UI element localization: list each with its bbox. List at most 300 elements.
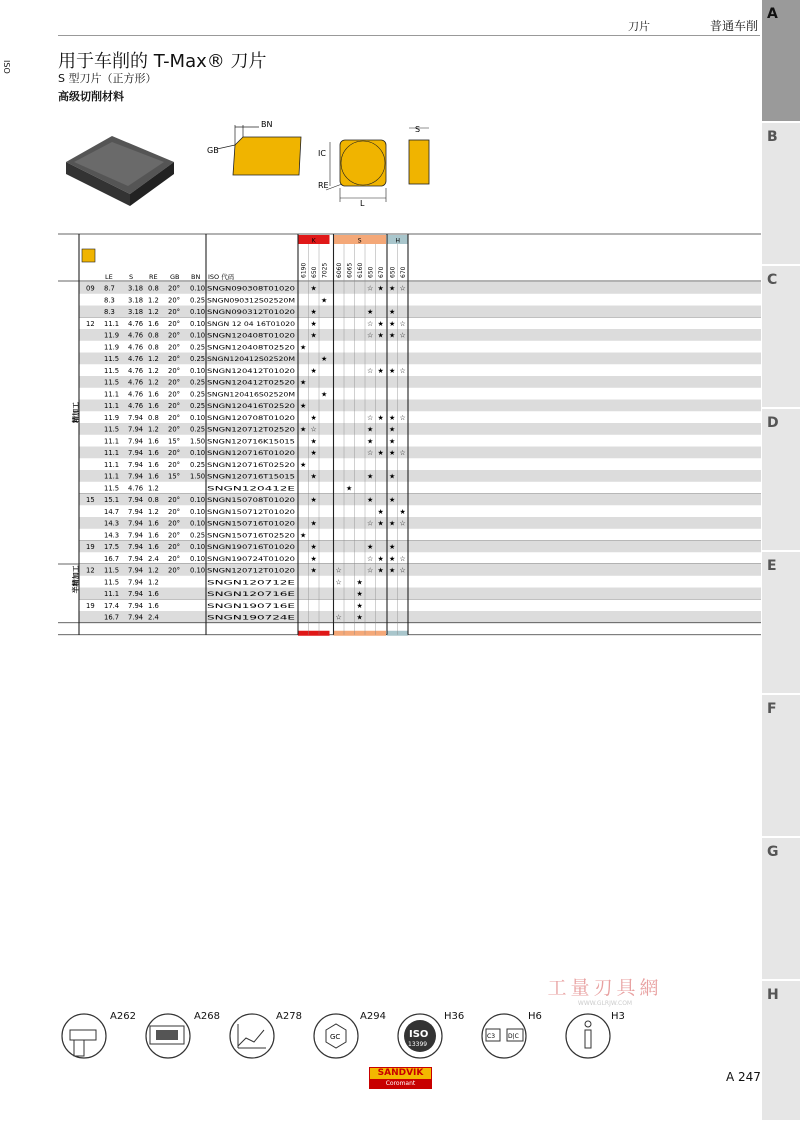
bn-cell: 0.25 bbox=[190, 425, 206, 434]
grade-label-7: 670 bbox=[377, 266, 385, 278]
iso-code-cell: SNGN150712T01020 bbox=[207, 507, 296, 516]
bn-cell: 0.10 bbox=[190, 366, 206, 375]
svg-text:ISO: ISO bbox=[409, 1029, 429, 1040]
table-row bbox=[79, 447, 761, 459]
recommended-star: ★ bbox=[367, 472, 374, 481]
s-label: S bbox=[415, 125, 421, 134]
insert-photo bbox=[62, 122, 180, 212]
grade-label-0: 6190 bbox=[300, 262, 308, 278]
iso-code-cell: SNGN120716T15015 bbox=[207, 472, 296, 481]
page-title: 用于车削的 T-Max® 刀片 bbox=[58, 51, 267, 72]
recommended-star: ★ bbox=[310, 366, 317, 375]
alternative-star: ☆ bbox=[399, 366, 406, 375]
re-cell: 1.6 bbox=[148, 601, 159, 610]
le-cell: 11.1 bbox=[104, 319, 120, 328]
group-label-h: H bbox=[395, 237, 401, 245]
recommended-star: ★ bbox=[389, 437, 396, 446]
square-insert-diagram bbox=[312, 128, 397, 208]
iso-code-cell: SNGN190724E bbox=[207, 613, 296, 622]
iso-icon[interactable] bbox=[396, 1012, 444, 1062]
alternative-star: ☆ bbox=[399, 284, 406, 293]
header-section: 刀片 bbox=[628, 20, 650, 33]
s-cell: 3.18 bbox=[128, 296, 144, 305]
col-header-2: RE bbox=[149, 273, 158, 281]
recommended-star: ★ bbox=[389, 543, 396, 551]
s-cell: 7.94 bbox=[128, 601, 144, 610]
recommended-star: ★ bbox=[389, 519, 396, 528]
grade-label-3: 6060 bbox=[335, 262, 343, 278]
iso-code-cell: SNGN120716T01020 bbox=[207, 449, 296, 457]
recommended-star: ★ bbox=[389, 366, 396, 375]
iso-code-cell: SNGN120412S02520M bbox=[207, 355, 296, 363]
gb-cell: 20° bbox=[168, 378, 181, 387]
re-cell: 0.8 bbox=[148, 331, 159, 340]
tab-e[interactable]: E bbox=[762, 552, 800, 695]
gb-cell: 20° bbox=[168, 554, 181, 563]
ref-a278[interactable]: A278 bbox=[276, 1011, 302, 1022]
le-cell: 11.1 bbox=[104, 590, 120, 598]
info-icon[interactable] bbox=[564, 1012, 612, 1062]
gb-cell: 20° bbox=[168, 390, 181, 399]
coromant-capto-icon[interactable] bbox=[480, 1012, 528, 1062]
header-category: 普通车削 bbox=[710, 19, 759, 33]
re-cell: 1.2 bbox=[148, 484, 159, 493]
section-label-1: 半精加工 bbox=[72, 565, 80, 594]
s-cell: 7.94 bbox=[128, 472, 144, 481]
gb-cell: 15° bbox=[168, 472, 181, 481]
bn-cell: 0.10 bbox=[190, 331, 206, 340]
alternative-star: ☆ bbox=[399, 413, 406, 422]
gb-cell: 20° bbox=[168, 355, 181, 363]
recommended-star: ★ bbox=[310, 308, 317, 316]
le-cell: 8.7 bbox=[104, 284, 115, 293]
re-cell: 1.6 bbox=[148, 437, 159, 446]
recommended-star: ★ bbox=[377, 413, 384, 422]
recommended-star: ★ bbox=[377, 519, 384, 528]
header-divider bbox=[58, 35, 760, 36]
alternative-star: ☆ bbox=[367, 331, 374, 340]
recommended-star: ★ bbox=[367, 437, 374, 446]
recommended-star: ★ bbox=[321, 390, 328, 399]
alternative-star: ☆ bbox=[335, 566, 342, 575]
recommended-star: ★ bbox=[377, 366, 384, 375]
size-cell: 15 bbox=[86, 496, 95, 504]
re-cell: 1.6 bbox=[148, 319, 159, 328]
recommended-star: ★ bbox=[356, 613, 363, 622]
alternative-star: ☆ bbox=[367, 449, 374, 457]
recommended-star: ★ bbox=[310, 543, 317, 551]
insert-table bbox=[58, 233, 761, 641]
material-heading: 高级切削材料 bbox=[58, 90, 124, 103]
table-row bbox=[79, 306, 761, 318]
recommended-star: ★ bbox=[310, 319, 317, 328]
s-cell: 7.94 bbox=[128, 531, 144, 540]
recommended-star: ★ bbox=[310, 449, 317, 457]
re-cell: 1.6 bbox=[148, 402, 159, 410]
table-row bbox=[79, 470, 761, 482]
tab-g[interactable]: G bbox=[762, 838, 800, 981]
recommended-star: ★ bbox=[310, 331, 317, 340]
ref-h36[interactable]: H36 bbox=[444, 1011, 465, 1022]
iso-code-cell: SNGN120708T01020 bbox=[207, 413, 296, 422]
re-cell: 1.6 bbox=[148, 543, 159, 551]
le-cell: 11.1 bbox=[104, 402, 120, 410]
grade-label-2: 7025 bbox=[321, 262, 329, 278]
le-cell: 11.5 bbox=[104, 355, 120, 363]
recommended-star: ★ bbox=[300, 531, 307, 540]
bn-cell: 0.10 bbox=[190, 554, 206, 563]
size-cell: 19 bbox=[86, 543, 95, 551]
table-row bbox=[79, 494, 761, 506]
iso-code-cell: SNGN150716T02520 bbox=[207, 531, 296, 540]
iso-code-cell: SNGN120412T01020 bbox=[207, 366, 296, 375]
ic-label: IC bbox=[318, 149, 326, 158]
svg-text:13399: 13399 bbox=[408, 1041, 428, 1048]
ref-a262[interactable]: A262 bbox=[110, 1011, 136, 1022]
bn-cell: 0.10 bbox=[190, 319, 206, 328]
bn-cell: 0.25 bbox=[190, 531, 206, 540]
table-row bbox=[79, 517, 761, 529]
iso-code-cell: SNGN190724T01020 bbox=[207, 554, 296, 563]
ref-a294[interactable]: A294 bbox=[360, 1011, 386, 1022]
recommended-star: ★ bbox=[367, 496, 374, 504]
bn-cell: 0.25 bbox=[190, 402, 206, 410]
table-row bbox=[79, 541, 761, 553]
toolholder-icon[interactable] bbox=[60, 1012, 108, 1062]
group-label-k: K bbox=[311, 237, 316, 245]
re-cell: 1.2 bbox=[148, 366, 159, 375]
le-cell: 16.7 bbox=[104, 554, 120, 563]
s-cell: 7.94 bbox=[128, 496, 144, 504]
le-cell: 11.9 bbox=[104, 343, 120, 352]
section-label-0: 精加工 bbox=[72, 402, 80, 423]
svg-text:GC: GC bbox=[330, 1033, 341, 1041]
alternative-star: ☆ bbox=[367, 413, 374, 422]
s-cell: 7.94 bbox=[128, 578, 144, 587]
re-cell: 1.2 bbox=[148, 425, 159, 434]
iso-code-cell: SNGN150716T01020 bbox=[207, 519, 296, 528]
recommended-star: ★ bbox=[367, 425, 374, 434]
recommended-star: ★ bbox=[389, 331, 396, 340]
bn-cell: 0.10 bbox=[190, 413, 206, 422]
re-cell: 0.8 bbox=[148, 284, 159, 293]
iso-code-cell: SNGN 12 04 16T01020 bbox=[207, 319, 296, 328]
s-cell: 7.94 bbox=[128, 437, 144, 446]
col-header-4: BN bbox=[191, 273, 201, 281]
recommended-star: ★ bbox=[377, 449, 384, 457]
le-cell: 11.1 bbox=[104, 472, 120, 481]
re-cell: 1.6 bbox=[148, 460, 159, 469]
iso-code-cell: SNGN190716T01020 bbox=[207, 543, 296, 551]
le-cell: 11.5 bbox=[104, 366, 120, 375]
recommended-star: ★ bbox=[300, 460, 307, 469]
bn-cell: 0.10 bbox=[190, 496, 206, 504]
s-cell: 4.76 bbox=[128, 343, 144, 352]
table-row bbox=[79, 400, 761, 412]
recommended-star: ★ bbox=[310, 472, 317, 481]
bn-cell: 0.10 bbox=[190, 507, 206, 516]
iso-code-cell: SNGN090312S02520M bbox=[207, 296, 296, 305]
size-cell: 12 bbox=[86, 319, 95, 328]
bn-cell: 0.10 bbox=[190, 449, 206, 457]
recommended-star: ★ bbox=[356, 601, 363, 610]
s-cell: 7.94 bbox=[128, 543, 144, 551]
le-cell: 11.5 bbox=[104, 484, 120, 493]
table-row bbox=[79, 329, 761, 341]
footer-icon-row bbox=[58, 1008, 678, 1068]
bn-cell: 0.10 bbox=[190, 543, 206, 551]
s-cell: 4.76 bbox=[128, 484, 144, 493]
gb-cell: 20° bbox=[168, 366, 181, 375]
bn-cell: 0.10 bbox=[190, 284, 206, 293]
recommended-star: ★ bbox=[300, 378, 307, 387]
recommended-star: ★ bbox=[389, 284, 396, 293]
recommended-star: ★ bbox=[356, 590, 363, 598]
re-cell: 2.4 bbox=[148, 554, 159, 563]
alternative-star: ☆ bbox=[310, 425, 317, 434]
iso-code-cell: SNGN120716T02520 bbox=[207, 460, 296, 469]
s-cell: 3.18 bbox=[128, 308, 144, 316]
ref-h3[interactable]: H3 bbox=[611, 1011, 625, 1022]
table-row bbox=[79, 423, 761, 435]
gb-cell: 20° bbox=[168, 566, 181, 575]
recommended-star: ★ bbox=[310, 284, 317, 293]
recommended-star: ★ bbox=[367, 543, 374, 551]
le-cell: 11.5 bbox=[104, 578, 120, 587]
gb-cell: 20° bbox=[168, 343, 181, 352]
watermark: 工量刃具網 WWW.GLRJW.COM bbox=[547, 977, 663, 1007]
re-cell: 1.2 bbox=[148, 378, 159, 387]
alternative-star: ☆ bbox=[399, 319, 406, 328]
iso-code-cell: SNGN120416T02520 bbox=[207, 402, 296, 410]
l-label: L bbox=[360, 199, 365, 208]
bn-cell: 0.10 bbox=[190, 519, 206, 528]
group-label-s: S bbox=[357, 237, 362, 245]
bn-cell: 1.50 bbox=[190, 472, 206, 481]
re-cell: 1.2 bbox=[148, 355, 159, 363]
iso-code-cell: SNGN120712T01020 bbox=[207, 566, 296, 575]
gb-cell: 20° bbox=[168, 284, 181, 293]
ref-a268[interactable]: A268 bbox=[194, 1011, 220, 1022]
s-cell: 7.94 bbox=[128, 566, 144, 575]
re-cell: 1.2 bbox=[148, 296, 159, 305]
re-cell: 1.6 bbox=[148, 519, 159, 528]
table-row bbox=[79, 611, 761, 623]
tab-f[interactable]: F bbox=[762, 695, 800, 838]
thickness-diagram bbox=[403, 120, 433, 188]
section-tabs bbox=[762, 0, 800, 1122]
grade-label-8: 650 bbox=[389, 266, 397, 278]
recommended-star: ★ bbox=[377, 566, 384, 575]
recommended-star: ★ bbox=[377, 331, 384, 340]
recommended-star: ★ bbox=[310, 437, 317, 446]
s-cell: 4.76 bbox=[128, 355, 144, 363]
re-cell: 0.8 bbox=[148, 413, 159, 422]
ref-h6[interactable]: H6 bbox=[528, 1011, 542, 1022]
iso-code-cell: SNGN120412T02520 bbox=[207, 378, 296, 387]
chamfer-diagram bbox=[205, 115, 305, 185]
le-cell: 11.9 bbox=[104, 413, 120, 422]
recommended-star: ★ bbox=[321, 355, 328, 363]
svg-text:D|C: D|C bbox=[508, 1033, 519, 1040]
re-label: RE bbox=[318, 181, 329, 190]
recommended-star: ★ bbox=[389, 308, 396, 316]
s-cell: 3.18 bbox=[128, 284, 144, 293]
size-cell: 12 bbox=[86, 566, 95, 575]
iso-code-cell: SNGN120712T02520 bbox=[207, 425, 296, 434]
swatch-icon bbox=[82, 249, 95, 262]
gb-cell: 20° bbox=[168, 496, 181, 504]
grade-label-9: 670 bbox=[399, 266, 407, 278]
table-row bbox=[79, 353, 761, 365]
side-mark: ISO bbox=[2, 60, 11, 74]
table-row bbox=[79, 282, 761, 294]
recommended-star: ★ bbox=[346, 484, 353, 493]
gb-cell: 20° bbox=[168, 519, 181, 528]
re-cell: 1.6 bbox=[148, 472, 159, 481]
le-cell: 11.9 bbox=[104, 331, 120, 340]
re-cell: 1.2 bbox=[148, 566, 159, 575]
le-cell: 14.3 bbox=[104, 531, 120, 540]
alternative-star: ☆ bbox=[399, 566, 406, 575]
recommended-star: ★ bbox=[377, 507, 384, 516]
alternative-star: ☆ bbox=[367, 284, 374, 293]
le-cell: 11.5 bbox=[104, 378, 120, 387]
svg-text:C3: C3 bbox=[487, 1033, 496, 1040]
alternative-star: ☆ bbox=[335, 613, 342, 622]
recommended-star: ★ bbox=[310, 566, 317, 575]
recommended-star: ★ bbox=[377, 319, 384, 328]
tab-d[interactable]: D bbox=[762, 409, 800, 552]
re-cell: 1.6 bbox=[148, 390, 159, 399]
col-header-3: GB bbox=[170, 273, 180, 281]
recommended-star: ★ bbox=[300, 402, 307, 410]
le-cell: 14.3 bbox=[104, 519, 120, 528]
s-cell: 7.94 bbox=[128, 590, 144, 598]
alternative-star: ☆ bbox=[367, 566, 374, 575]
group-bottom-bar bbox=[298, 631, 330, 636]
s-cell: 4.76 bbox=[128, 366, 144, 375]
recommended-star: ★ bbox=[389, 554, 396, 563]
gb-cell: 20° bbox=[168, 449, 181, 457]
recommended-star: ★ bbox=[389, 319, 396, 328]
tab-c[interactable]: C bbox=[762, 266, 800, 409]
tab-b[interactable]: B bbox=[762, 123, 800, 266]
re-cell: 1.6 bbox=[148, 590, 159, 598]
le-cell: 11.1 bbox=[104, 390, 120, 399]
re-cell: 0.8 bbox=[148, 343, 159, 352]
recommended-star: ★ bbox=[310, 496, 317, 504]
page-subtitle: S 型刀片（正方形） bbox=[58, 72, 157, 85]
recommended-star: ★ bbox=[310, 413, 317, 422]
recommended-star: ★ bbox=[389, 449, 396, 457]
recommended-star: ★ bbox=[399, 507, 406, 516]
re-cell: 1.2 bbox=[148, 578, 159, 587]
s-cell: 7.94 bbox=[128, 460, 144, 469]
size-cell: 09 bbox=[86, 284, 95, 293]
gb-cell: 20° bbox=[168, 331, 181, 340]
alternative-star: ☆ bbox=[399, 331, 406, 340]
re-cell: 1.6 bbox=[148, 449, 159, 457]
table-row bbox=[79, 376, 761, 388]
table-row bbox=[79, 588, 761, 600]
recommended-star: ★ bbox=[389, 413, 396, 422]
iso-code-cell: SNGN090308T01020 bbox=[207, 284, 296, 293]
recommended-star: ★ bbox=[356, 578, 363, 587]
col-header-5: ISO 代码 bbox=[208, 273, 235, 281]
grade-label-1: 650 bbox=[310, 266, 318, 278]
gb-cell: 20° bbox=[168, 319, 181, 328]
gb-cell: 20° bbox=[168, 543, 181, 551]
grade-label-6: 650 bbox=[367, 266, 375, 278]
re-cell: 2.4 bbox=[148, 613, 159, 622]
gb-cell: 20° bbox=[168, 413, 181, 422]
recommended-star: ★ bbox=[300, 343, 307, 352]
alternative-star: ☆ bbox=[335, 578, 342, 587]
s-cell: 7.94 bbox=[128, 613, 144, 622]
le-cell: 17.5 bbox=[104, 543, 120, 551]
boring-bar-icon[interactable] bbox=[144, 1012, 192, 1062]
gb-label: GB bbox=[207, 146, 219, 155]
grade-label-5: 6160 bbox=[356, 262, 364, 278]
bn-cell: 0.25 bbox=[190, 355, 206, 363]
bn-cell: 1.50 bbox=[190, 437, 206, 446]
cutting-data-chart-icon[interactable] bbox=[228, 1012, 276, 1062]
iso-code-cell: SNGN120416S02520M bbox=[207, 390, 296, 399]
le-cell: 8.3 bbox=[104, 308, 115, 316]
size-cell: 19 bbox=[86, 601, 95, 610]
le-cell: 15.1 bbox=[104, 496, 120, 504]
insert-geometry-icon[interactable] bbox=[312, 1012, 360, 1062]
s-cell: 7.94 bbox=[128, 507, 144, 516]
iso-code-cell: SNGN190716E bbox=[207, 601, 296, 610]
bn-cell: 0.25 bbox=[190, 343, 206, 352]
iso-code-cell: SNGN090312T01020 bbox=[207, 308, 296, 316]
s-cell: 4.76 bbox=[128, 378, 144, 387]
grade-label-4: 6065 bbox=[346, 262, 354, 278]
iso-code-cell: SNGN120716K15015 bbox=[207, 437, 296, 446]
iso-code-cell: SNGN120408T02520 bbox=[207, 343, 296, 352]
recommended-star: ★ bbox=[389, 472, 396, 481]
bn-cell: 0.25 bbox=[190, 390, 206, 399]
iso-code-cell: SNGN120712E bbox=[207, 578, 296, 587]
page-number: A 247 bbox=[726, 1070, 761, 1084]
gb-cell: 20° bbox=[168, 425, 181, 434]
col-header-1: S bbox=[129, 273, 134, 281]
alternative-star: ☆ bbox=[367, 554, 374, 563]
recommended-star: ★ bbox=[377, 284, 384, 293]
le-cell: 17.4 bbox=[104, 601, 120, 610]
s-cell: 7.94 bbox=[128, 425, 144, 434]
gb-cell: 20° bbox=[168, 507, 181, 516]
le-cell: 11.1 bbox=[104, 460, 120, 469]
group-bottom-bar bbox=[334, 631, 387, 636]
iso-code-cell: SNGN150708T01020 bbox=[207, 496, 296, 504]
recommended-star: ★ bbox=[389, 425, 396, 434]
alternative-star: ☆ bbox=[367, 519, 374, 528]
tab-a[interactable]: A bbox=[762, 0, 800, 123]
re-cell: 1.6 bbox=[148, 531, 159, 540]
tab-h[interactable]: H bbox=[762, 981, 800, 1122]
bn-cell: 0.10 bbox=[190, 308, 206, 316]
s-cell: 4.76 bbox=[128, 331, 144, 340]
recommended-star: ★ bbox=[310, 519, 317, 528]
s-cell: 4.76 bbox=[128, 319, 144, 328]
s-cell: 7.94 bbox=[128, 413, 144, 422]
le-cell: 8.3 bbox=[104, 296, 115, 305]
le-cell: 11.1 bbox=[104, 437, 120, 446]
recommended-star: ★ bbox=[367, 308, 374, 316]
